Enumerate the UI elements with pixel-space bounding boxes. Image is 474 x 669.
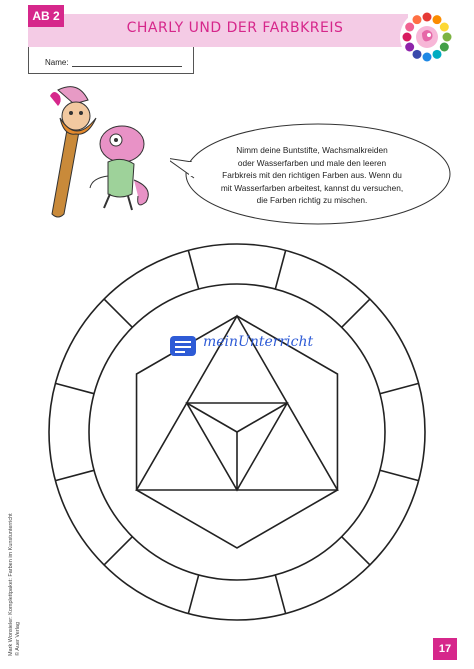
credit-line: © Auer Verlag (14, 621, 21, 656)
name-label: Name: (45, 58, 69, 67)
instruction-line: Farbkreis mit den richtigen Farben aus. Wenn du (222, 170, 402, 180)
instruction-line: Nimm deine Buntstifte, Wachsmalkreiden (236, 145, 388, 155)
watermark-text: meinUnterricht (203, 334, 314, 350)
instruction-line: oder Wasserfarben und male den leeren (237, 157, 387, 168)
credit-line: Mark Wonsieler: Komplettpaket: Farben im Kunstunterricht (8, 513, 14, 656)
page-number: 17 (433, 638, 457, 660)
worksheet-tab: AB 2 (28, 5, 64, 27)
instruction-line: mit Wasserfarben arbeitest, kannst du versuchen, (220, 182, 404, 193)
copyright-credit (8, 506, 21, 656)
page-title: CHARLY UND DER FARBKREIS (126, 20, 344, 36)
instruction-line: die Farben richtig zu mischen. (256, 195, 368, 205)
